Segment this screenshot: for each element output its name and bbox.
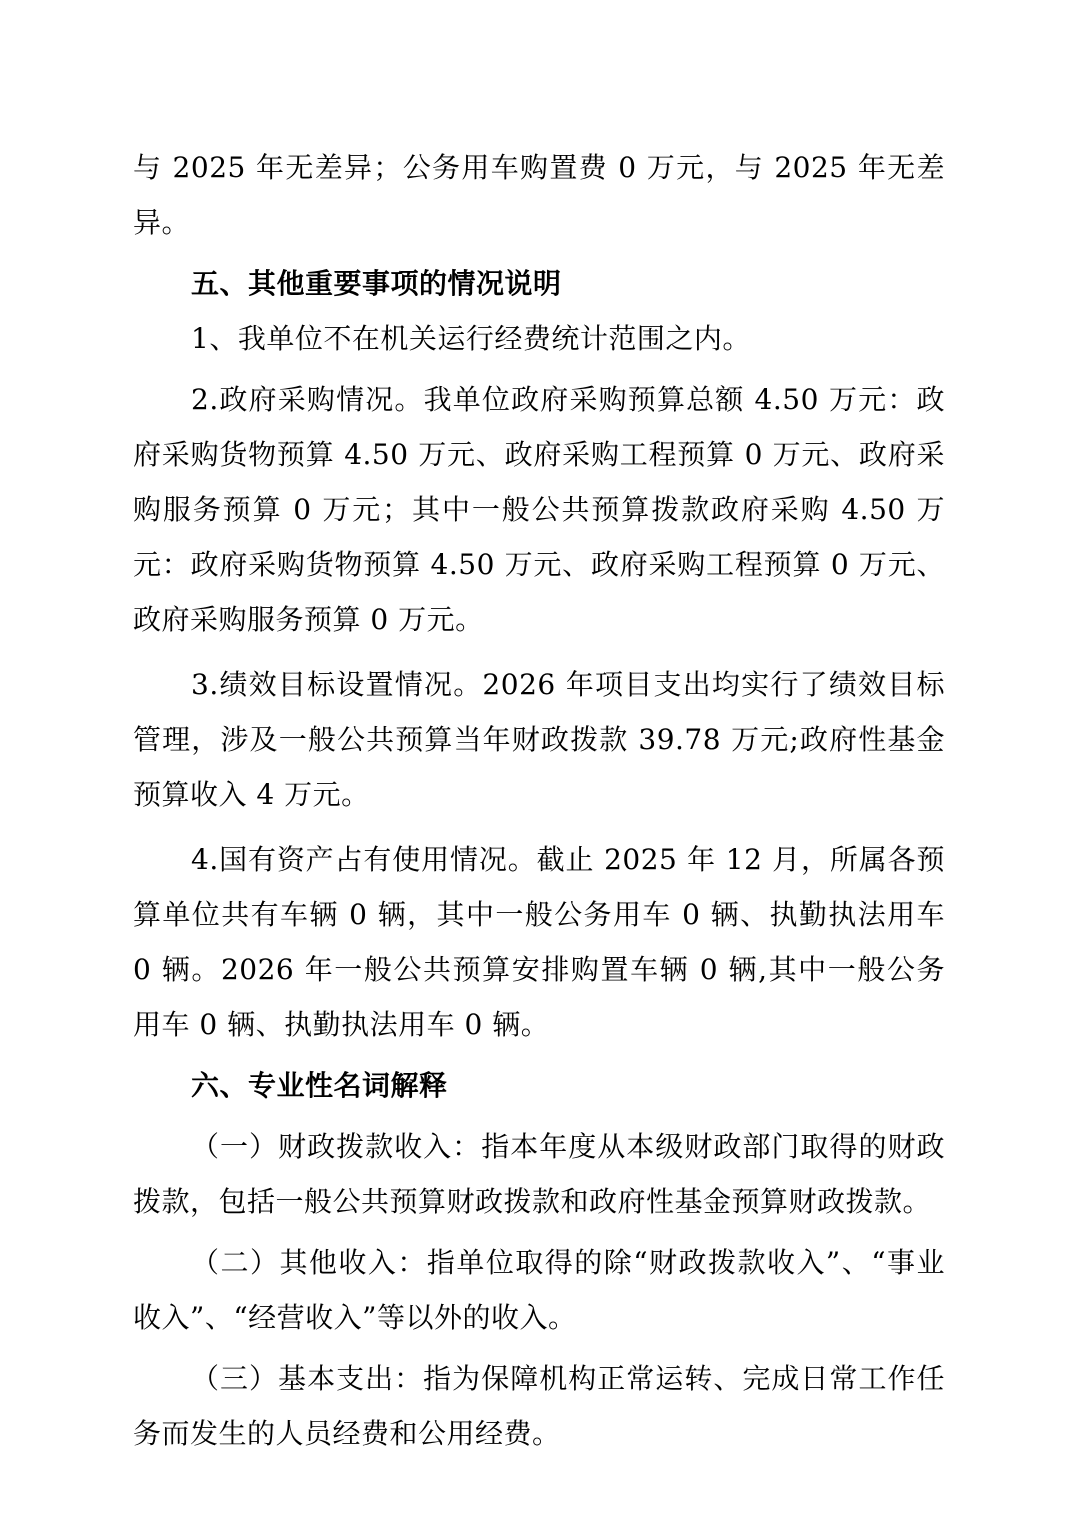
paragraph-item-1: 1、我单位不在机关运行经费统计范围之内。 — [191, 322, 751, 355]
paragraph-performance-targets: 3.绩效目标设置情况。2026 年项目支出均实行了绩效目标管理，涉及一般公共预算当年财政拨款 39.78 万元;政府性基金预算收入 4 万元。 — [133, 668, 945, 811]
document-body — [133, 140, 955, 1461]
paragraph-continuation: 与 2025 年无差异；公务用车购置费 0 万元，与 2025 年无差异。 — [133, 151, 945, 239]
section-heading-terminology: 六、专业性名词解释 — [191, 1069, 448, 1102]
paragraph-term-other-income: （二）其他收入：指单位取得的除“财政拨款收入”、“事业收入”、“经营收入”等以外的收入。 — [133, 1246, 945, 1334]
paragraph-term-basic-expenditure: （三）基本支出：指为保障机构正常运转、完成日常工作任务而发生的人员经费和公用经费。 — [133, 1362, 945, 1450]
section-heading-other-matters: 五、其他重要事项的情况说明 — [191, 267, 562, 300]
paragraph-government-procurement: 2.政府采购情况。我单位政府采购预算总额 4.50 万元：政府采购货物预算 4.50 万元、政府采购工程预算 0 万元、政府采购服务预算 0 万元；其中一般公共预算拨款政府采购 4.50 万元：政府采购货物预算 4.50 万元、政府采购工程预算 0 万元、政府采购服务预算 0 万元。 — [133, 383, 945, 636]
paragraph-term-fiscal-appropriation: （一）财政拨款收入：指本年度从本级财政部门取得的财政拨款，包括一般公共预算财政拨款和政府性基金预算财政拨款。 — [133, 1130, 945, 1218]
paragraph-state-assets: 4.国有资产占有使用情况。截止 2025 年 12 月，所属各预算单位共有车辆 0 辆，其中一般公务用车 0 辆、执勤执法用车 0 辆。2026 年一般公共预算安排购置车辆 0 辆,其中一般公务用车 0 辆、执勤执法用车 0 辆。 — [133, 843, 955, 1041]
